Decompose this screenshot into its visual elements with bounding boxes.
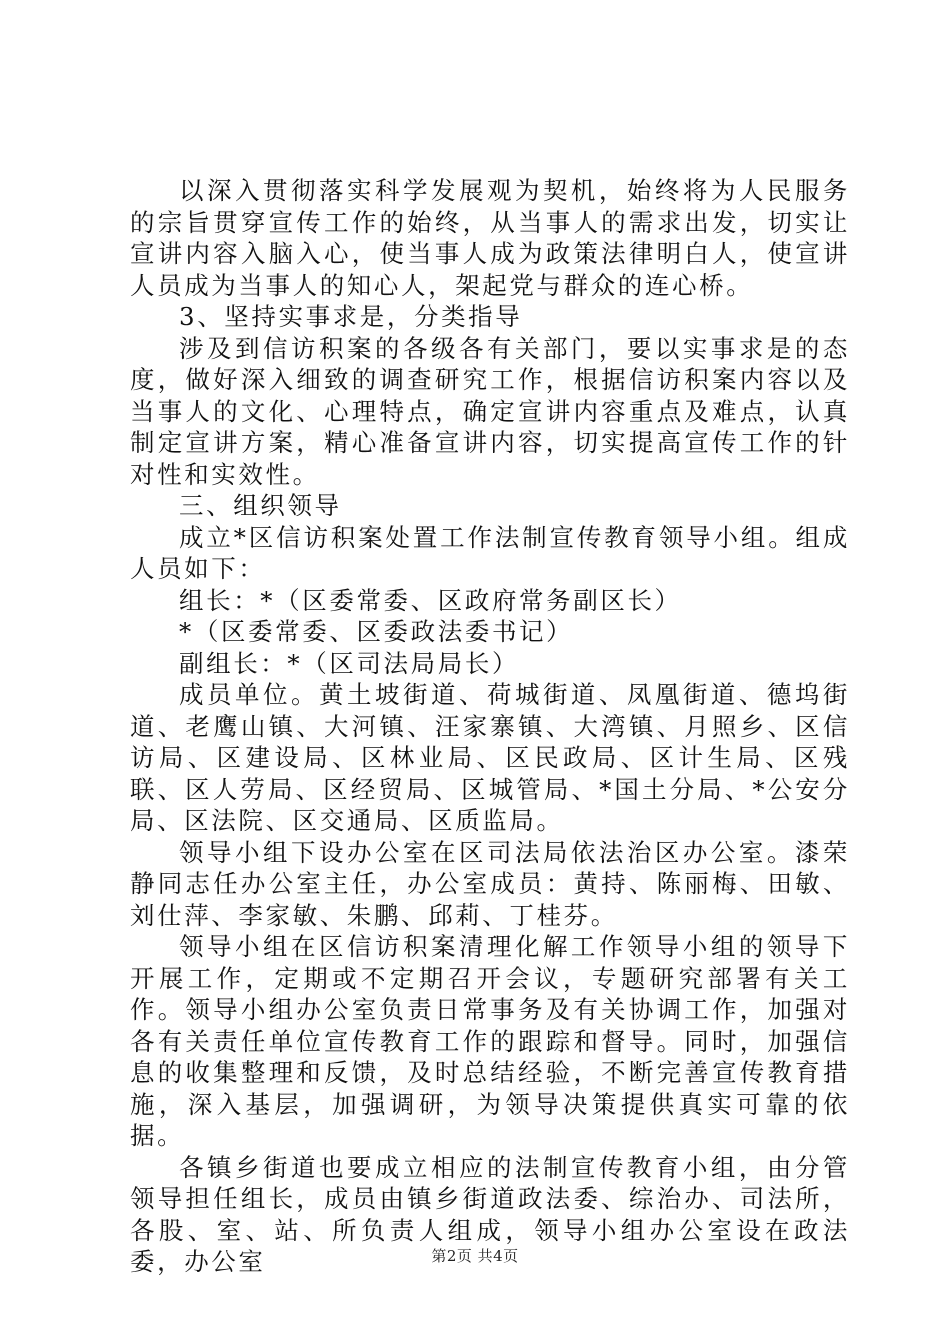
document-body	[130, 175, 850, 1278]
section-heading: 三、组织领导	[179, 491, 342, 520]
member-line-deputy: 副组长：*（区司法局局长）	[179, 648, 520, 678]
member-line-leader: 组长：*（区委常委、区政府常务副区长）	[179, 585, 682, 615]
member-line-leader-2: *（区委常委、区委政法委书记）	[179, 617, 574, 646]
body-paragraph: 以深入贯彻落实科学发展观为契机，始终将为人民服务的宗旨贯穿宣传工作的始终，从当事人的需求出发，切实让宣讲内容入脑入心，使当事人成为政策法律明白人，使宣讲人员成为当事人的知心人，架起党与群众的连心桥。	[130, 176, 850, 300]
member-units-paragraph: 成员单位。黄土坡街道、荷城街道、凤凰街道、德坞街道、老鹰山镇、大河镇、汪家寨镇、大湾镇、月照乡、区信访局、区建设局、区林业局、区民政局、区计生局、区残联、区人劳局、区经贸局、区城管局、*国土分局、*公安分局、区法院、区交通局、区质监局。	[130, 680, 850, 835]
body-paragraph: 领导小组下设办公室在区司法局依法治区办公室。漆荣静同志任办公室主任，办公室成员：黄持、陈丽梅、田敏、刘仕萍、李家敏、朱鹏、邱莉、丁桂芬。	[130, 837, 850, 930]
section-subheading: 3、坚持实事求是，分类指导	[179, 302, 523, 331]
body-paragraph: 涉及到信访积案的各级各有关部门，要以实事求是的态度，做好深入细致的调查研究工作，根据信访积案内容以及当事人的文化、心理特点，确定宣讲内容重点及难点，认真制定宣讲方案，精心准备宣讲内容，切实提高宣传工作的针对性和实效性。	[130, 333, 850, 489]
body-paragraph: 成立*区信访积案处置工作法制宣传教育领导小组。组成人员如下：	[130, 522, 850, 583]
page-number-footer: 第2页 共4页	[431, 1247, 519, 1265]
body-paragraph: 各镇乡街道也要成立相应的法制宣传教育小组，由分管领导担任组长，成员由镇乡街道政法委、综治办、司法所，各股、室、站、所负责人组成，领导小组办公室设在政法委，办公室	[130, 1152, 850, 1276]
body-paragraph: 领导小组在区信访积案清理化解工作领导小组的领导下开展工作，定期或不定期召开会议，专题研究部署有关工作。领导小组办公室负责日常事务及有关协调工作，加强对各有关责任单位宣传教育工作的跟踪和督导。同时，加强信息的收集整理和反馈，及时总结经验，不断完善宣传教育措施，深入基层，加强调研，为领导决策提供真实可靠的依据。	[130, 932, 850, 1150]
